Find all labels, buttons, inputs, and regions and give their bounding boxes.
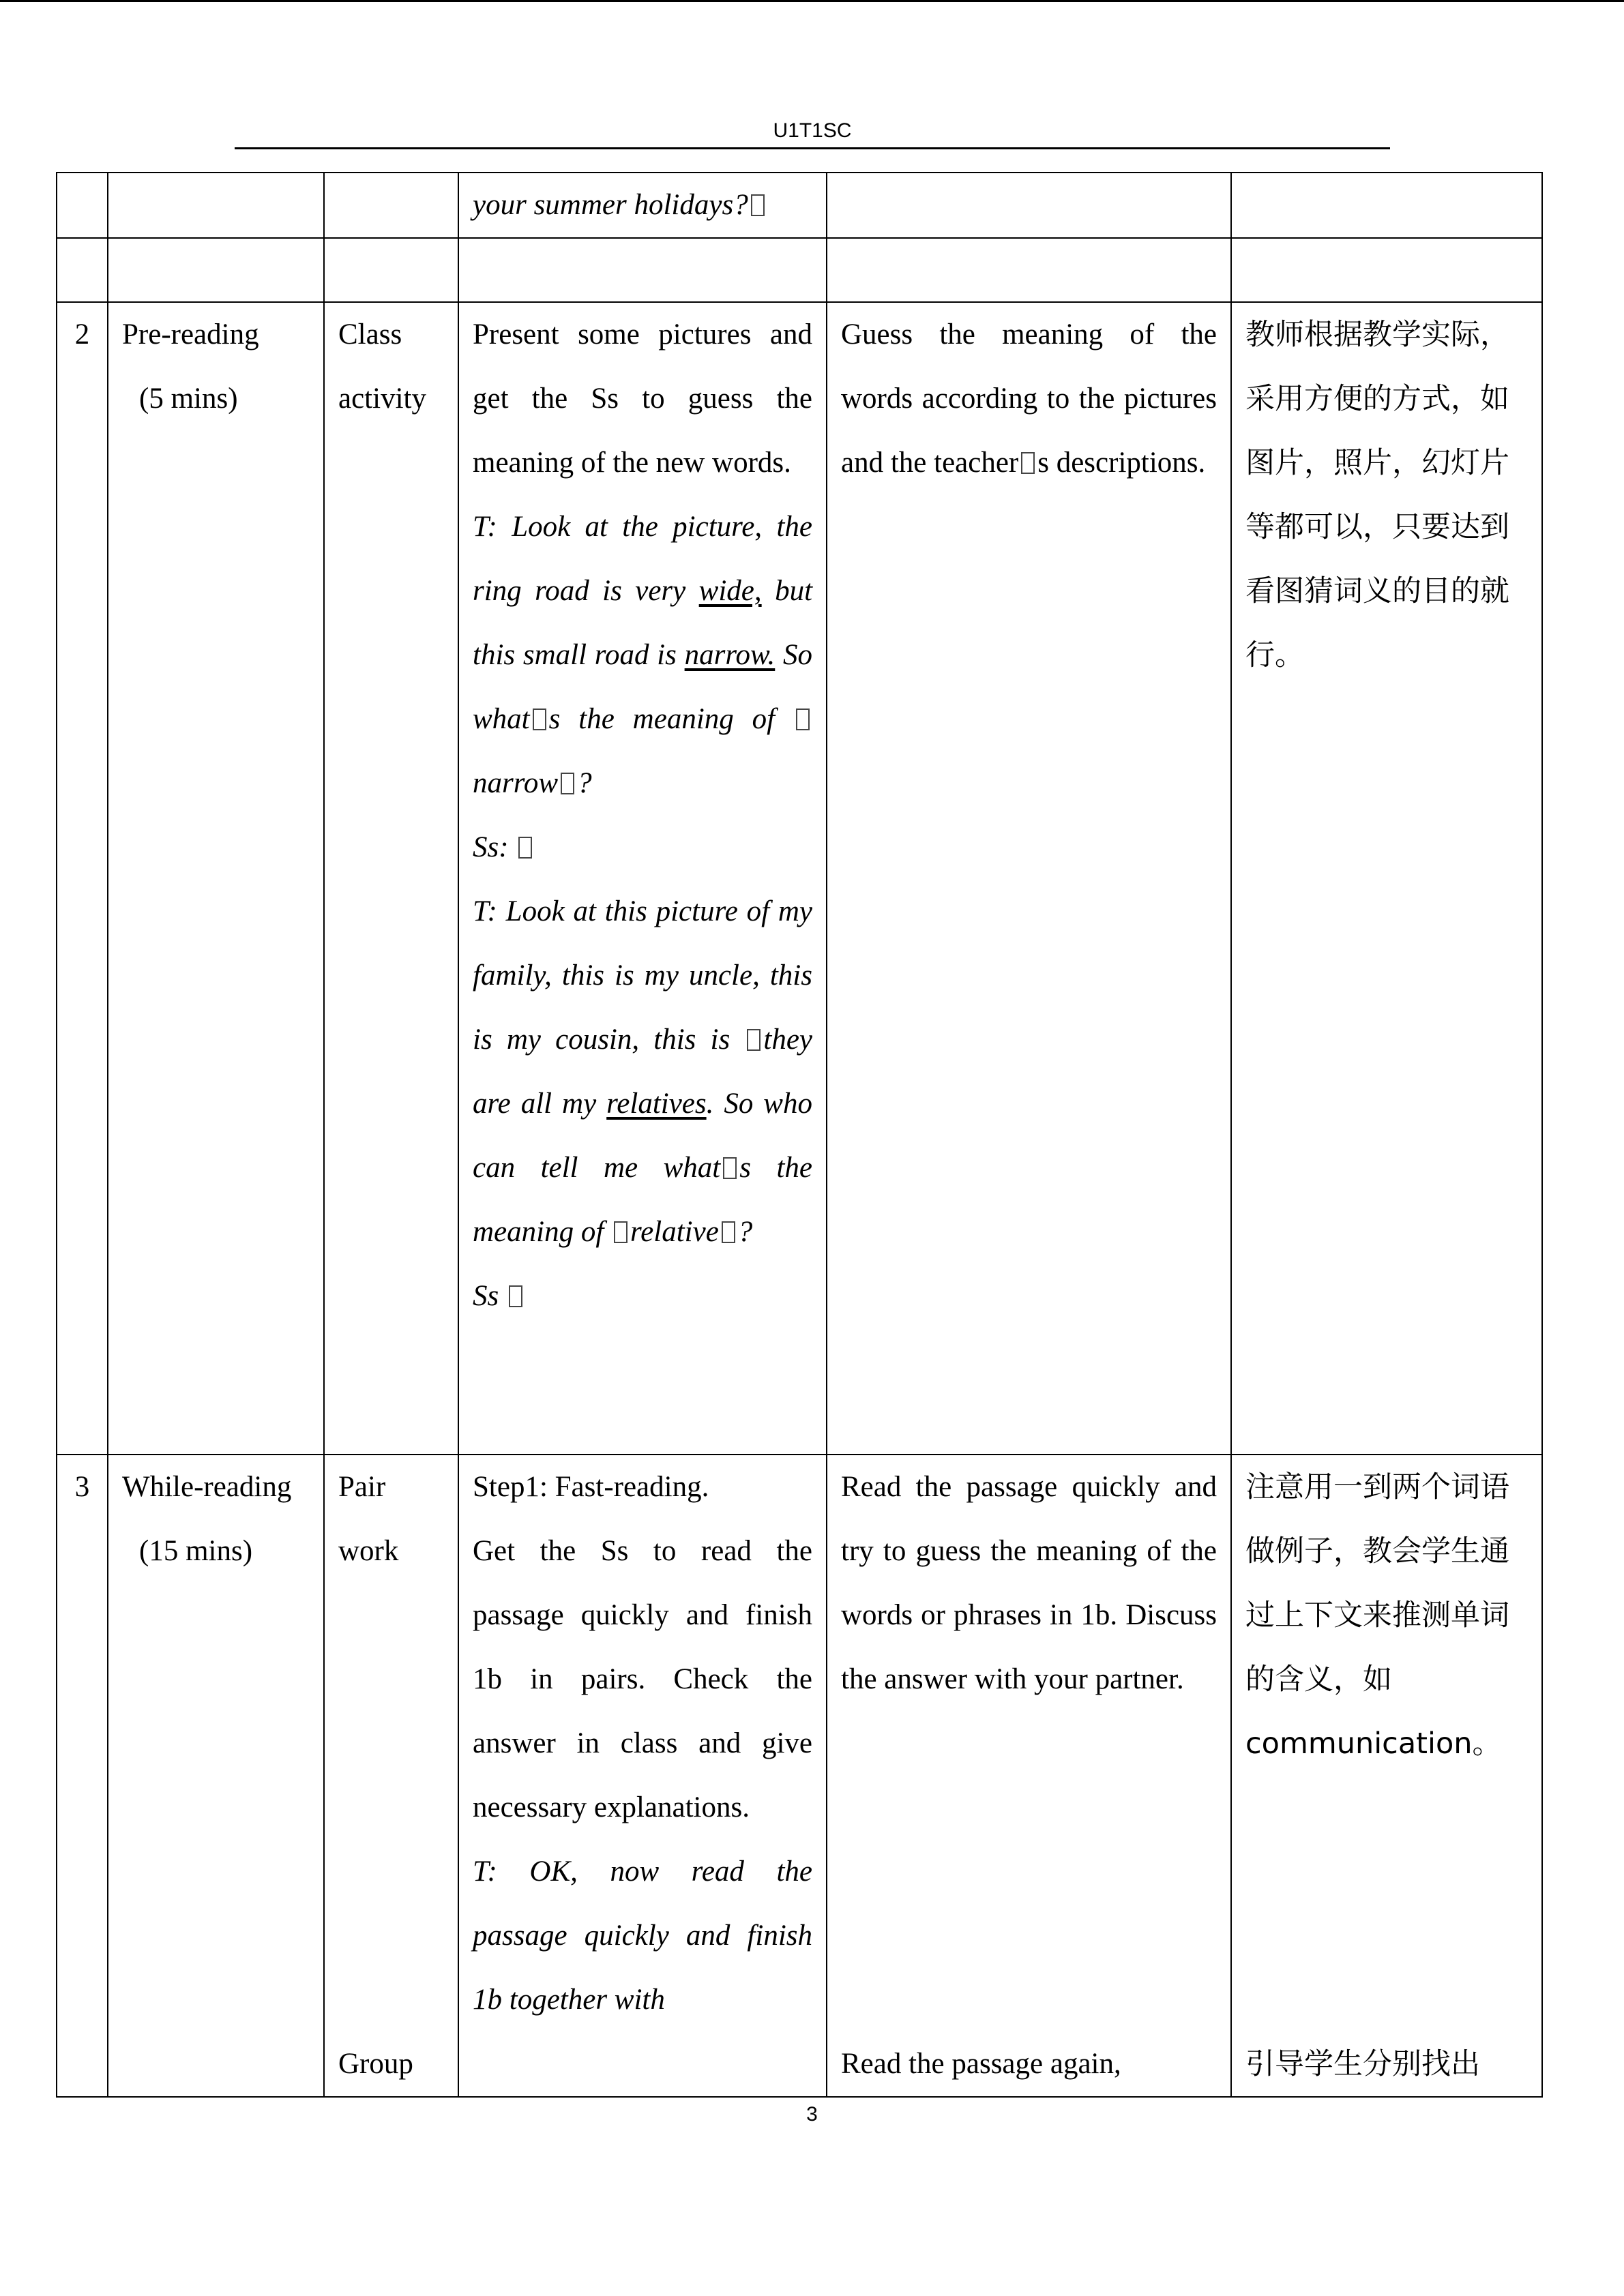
cell-teacher: [458, 173, 827, 238]
cell-note: 教师根据教学实际，采用方便的方式，如图片，照片，幻灯片等都可以，只要达到看图猜词义的目的就行。: [1231, 302, 1542, 1455]
activity-type-pair: Pair work: [338, 1471, 399, 1567]
student-text: Guess the meaning of the words according to the pictures and the teacher: [841, 318, 1217, 479]
dialog-text: So what: [473, 639, 812, 735]
dialog-text: T: Look at this picture of my family, this is my uncle, this is my cousin, this is: [473, 895, 812, 1056]
students-response-2: [473, 1264, 812, 1328]
table-row: [57, 1455, 1542, 2097]
cell-num: [57, 173, 108, 238]
activity-type-group: Group: [338, 2048, 413, 2080]
dialog-text: . So who can tell me what: [473, 1088, 812, 1184]
dialog-text: Ss: [473, 1280, 499, 1312]
spacer: [338, 1583, 444, 2032]
students-response-1: [473, 816, 812, 880]
cell-num: 2: [57, 302, 108, 1455]
table-row: [57, 238, 1542, 302]
cell-type: [324, 1455, 458, 2097]
vocab-relatives: relatives: [606, 1088, 707, 1120]
teacher-text: your summer holidays?: [473, 189, 748, 221]
header-rule: [235, 147, 1390, 149]
student-task-2: Read the passage again,: [841, 2048, 1121, 2080]
missing-glyph-box: [614, 1221, 628, 1243]
cell-note: [1231, 238, 1542, 302]
cell-teacher: [458, 238, 827, 302]
dialog-text: narrow: [473, 767, 559, 799]
missing-glyph-box: [751, 194, 765, 216]
cell-note: [1231, 1455, 1542, 2097]
cell-teacher: [458, 1455, 827, 2097]
vocab-narrow: narrow.: [684, 639, 776, 671]
stage-name: While-reading: [122, 1471, 292, 1503]
stage-time: (15 mins): [139, 1535, 253, 1567]
missing-glyph-box: [722, 1221, 735, 1243]
cell-stage: [108, 1455, 324, 2097]
missing-glyph-box: [723, 1157, 737, 1179]
cell-student: [827, 238, 1231, 302]
dialog-text: they are all my: [473, 1024, 812, 1120]
student-text: s descriptions.: [1037, 447, 1206, 479]
missing-glyph-box: [533, 709, 546, 730]
dialog-text: but this small road is: [473, 575, 813, 671]
step-title: Step1: Fast-reading.: [473, 1471, 709, 1503]
teacher-intro: Get the Ss to read the passage quickly and finish 1b in pairs. Check the answer in class and give necessary explanations.: [473, 1535, 812, 1823]
cell-stage: [108, 173, 324, 238]
dialog-text: relative: [630, 1216, 719, 1248]
top-border: [0, 0, 1624, 2]
cell-teacher: [458, 302, 827, 1455]
missing-glyph-box: [561, 773, 574, 794]
dialog-text: ?: [577, 767, 592, 799]
dialog-text: s the meaning of: [473, 1152, 812, 1248]
student-task-1: Read the passage quickly and try to guess the meaning of the words or phrases in 1b. Discuss the answer with your partner.: [841, 1471, 1217, 1695]
dialog-text: s the meaning of: [548, 703, 776, 735]
dialog-text: ?: [737, 1216, 753, 1248]
cell-type: [324, 173, 458, 238]
teacher-intro: Present some pictures and get the Ss to guess the meaning of the new words.: [473, 318, 812, 479]
table-row: [57, 173, 1542, 238]
cell-note: [1231, 173, 1542, 238]
cell-student: [827, 302, 1231, 1455]
dialog-text: T: Look at the picture, the ring road is very: [473, 511, 812, 607]
cell-student: [827, 1455, 1231, 2097]
cell-student: [827, 173, 1231, 238]
page-header: U1T1SC: [773, 119, 852, 142]
missing-glyph-box: [509, 1285, 522, 1307]
cell-type: Class activity: [324, 302, 458, 1455]
vocab-wide: wide,: [698, 575, 762, 607]
note-2: 引导学生分别找出: [1245, 2047, 1480, 2081]
cell-num: [57, 238, 108, 302]
cell-num: 3: [57, 1455, 108, 2097]
stage-name: Pre-reading: [122, 318, 259, 351]
missing-glyph-box: [796, 709, 810, 730]
cell-type: [324, 238, 458, 302]
teacher-dialog-1: [473, 495, 812, 816]
dialog-text: Ss:: [473, 831, 509, 863]
teacher-dialog-2: [473, 880, 812, 1264]
cell-stage: [108, 302, 324, 1455]
missing-glyph-box: [1021, 452, 1035, 474]
lesson-plan-table: [56, 172, 1543, 2098]
teacher-dialog: T: OK, now read the passage quickly and finish 1b together with: [473, 1855, 812, 2016]
note-1: 注意用一到两个词语做例子，教会学生通过上下文来推测单词的含义，如communication。: [1245, 1470, 1509, 1761]
table-row: [57, 302, 1542, 1455]
cell-stage: [108, 238, 324, 302]
page-number: 3: [806, 2103, 818, 2126]
missing-glyph-box: [747, 1029, 761, 1051]
stage-time: (5 mins): [139, 383, 238, 415]
missing-glyph-box: [518, 837, 532, 859]
